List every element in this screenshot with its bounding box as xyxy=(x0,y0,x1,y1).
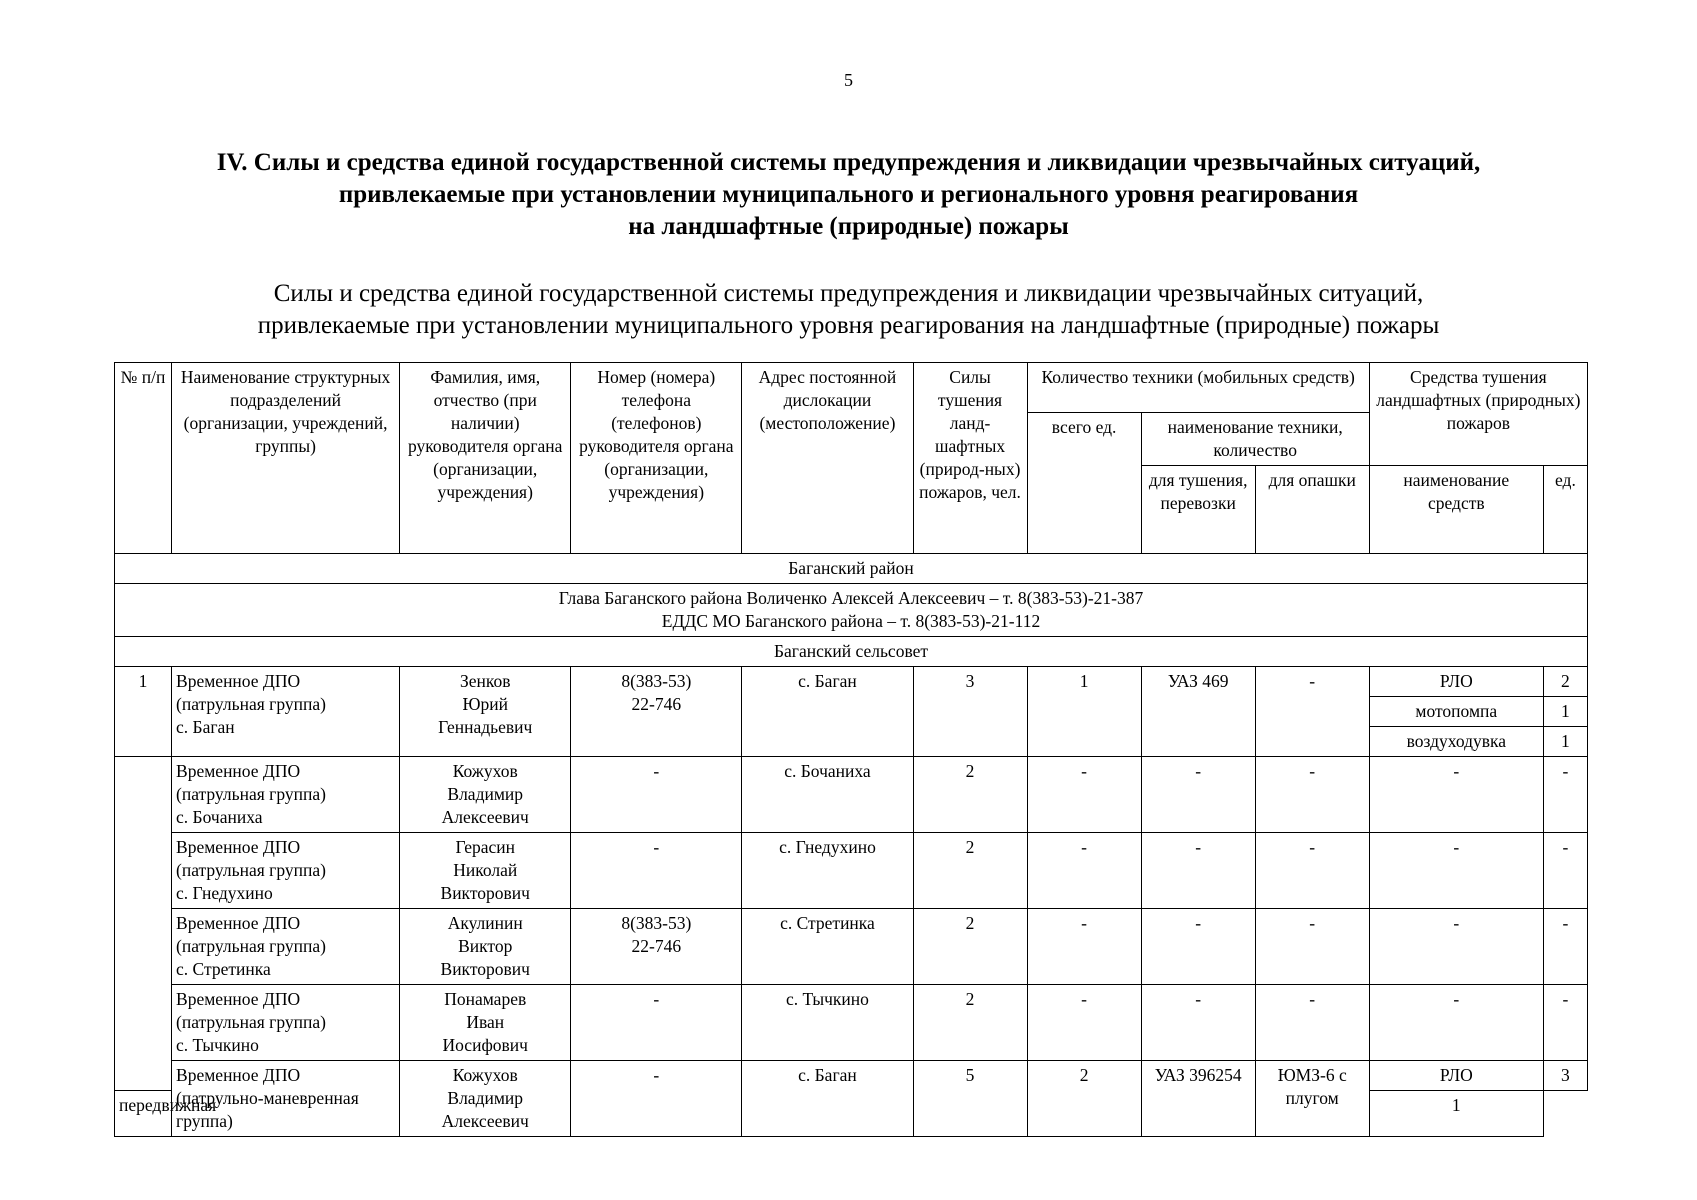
cell-means-qty: 3 xyxy=(1543,1061,1587,1091)
district-contacts xyxy=(115,584,1588,637)
cell-plowing: - xyxy=(1255,757,1369,833)
page-number: 5 xyxy=(844,70,853,90)
cell-extinguish: - xyxy=(1141,833,1255,909)
council-row: Баганский сельсовет xyxy=(115,637,1588,667)
cell-plowing: ЮМЗ-6 с плугом xyxy=(1255,1061,1369,1137)
cell-means-name: передвижная xyxy=(115,1091,172,1137)
cell-head: Кожухов Владимир Алексеевич xyxy=(400,757,571,833)
cell-total: - xyxy=(1027,909,1141,985)
section-title-line: на ландшафтные (природные) пожары xyxy=(628,213,1069,240)
cell-unit: Временное ДПО (патрульная группа) с. Гнедухино xyxy=(172,833,400,909)
cell-head: Кожухов Владимир Алексеевич xyxy=(400,1061,571,1137)
header-equipment: Количество техники (мобильных средств) xyxy=(1027,363,1369,413)
table-row xyxy=(115,909,1588,985)
section-title-line: IV. Силы и средства единой государственной системы предупреждения и ликвидации чрезвычайных ситуаций, xyxy=(216,149,1481,176)
subtitle-line: Силы и средства единой государственной системы предупреждения и ликвидации чрезвычайных ситуаций, xyxy=(273,280,1424,307)
cell-num: 1 xyxy=(115,667,172,757)
cell-head: Зенков Юрий Геннадьевич xyxy=(400,667,571,757)
cell-means-name: - xyxy=(1369,985,1543,1061)
contact-line: ЕДДС МО Баганского района – т. 8(383-53)-21-112 xyxy=(661,611,1041,631)
cell-num xyxy=(115,757,172,1091)
header-plowing: для опашки xyxy=(1255,466,1369,554)
cell-means-qty: 2 xyxy=(1543,667,1587,697)
cell-forces: 2 xyxy=(913,985,1027,1061)
header-total: всего ед. xyxy=(1027,413,1141,554)
table-row xyxy=(115,833,1588,909)
header-forces: Силы тушения ланд-шафтных (природ-ных) пожаров, чел. xyxy=(913,363,1027,554)
table-subtitle xyxy=(0,278,1697,342)
cell-address: с. Тычкино xyxy=(742,985,913,1061)
header-unit: Наименование структурных подразделений (организации, учреждений, группы) xyxy=(172,363,400,554)
cell-total: - xyxy=(1027,985,1141,1061)
cell-address: с. Баган xyxy=(742,1061,913,1137)
district-row: Баганский район xyxy=(115,554,1588,584)
cell-unit: Временное ДПО (патрульная группа) с. Тычкино xyxy=(172,985,400,1061)
table-row xyxy=(115,1061,1588,1091)
cell-means-qty: - xyxy=(1543,757,1587,833)
cell-plowing: - xyxy=(1255,667,1369,757)
header-num: № п/п xyxy=(115,363,172,554)
cell-forces: 2 xyxy=(913,757,1027,833)
subtitle-line: привлекаемые при установлении муниципального уровня реагирования на ландшафтные (природные) пожары xyxy=(257,312,1440,339)
cell-address: с. Баган xyxy=(742,667,913,757)
contact-line: Глава Баганского района Воличенко Алексей Алексеевич – т. 8(383-53)-21-387 xyxy=(558,588,1144,608)
cell-address: с. Гнедухино xyxy=(742,833,913,909)
cell-means-qty: 1 xyxy=(1369,1091,1543,1137)
header-units: ед. xyxy=(1543,466,1587,554)
cell-means-name: - xyxy=(1369,833,1543,909)
cell-means-qty: - xyxy=(1543,909,1587,985)
cell-means-name: - xyxy=(1369,757,1543,833)
cell-unit: Временное ДПО (патрульная группа) с. Баган xyxy=(172,667,400,757)
cell-plowing: - xyxy=(1255,985,1369,1061)
cell-means-qty: - xyxy=(1543,985,1587,1061)
header-phone: Номер (номера) телефона (телефонов) руководителя органа (организации, учреждения) xyxy=(571,363,742,554)
cell-phone: - xyxy=(571,757,742,833)
cell-means-name: - xyxy=(1369,909,1543,985)
table-row xyxy=(115,985,1588,1061)
cell-means-qty: 1 xyxy=(1543,727,1587,757)
cell-phone: - xyxy=(571,833,742,909)
cell-extinguish: - xyxy=(1141,985,1255,1061)
cell-extinguish: УАЗ 396254 xyxy=(1141,1061,1255,1137)
cell-total: - xyxy=(1027,757,1141,833)
cell-means-name: РЛО xyxy=(1369,667,1543,697)
cell-total: 2 xyxy=(1027,1061,1141,1137)
cell-means-name: воздуходувка xyxy=(1369,727,1543,757)
cell-head: Акулинин Виктор Викторович xyxy=(400,909,571,985)
cell-unit: Временное ДПО (патрульная группа) с. Бочаниха xyxy=(172,757,400,833)
cell-address: с. Бочаниха xyxy=(742,757,913,833)
cell-plowing: - xyxy=(1255,909,1369,985)
section-title xyxy=(0,147,1697,243)
cell-phone: - xyxy=(571,1061,742,1137)
header-means: Средства тушения ландшафтных (природных) пожаров xyxy=(1369,363,1587,466)
cell-address: с. Стретинка xyxy=(742,909,913,985)
cell-extinguish: - xyxy=(1141,909,1255,985)
header-equip-name: наименование техники, количество xyxy=(1141,413,1369,466)
cell-total: 1 xyxy=(1027,667,1141,757)
header-extinguish: для тушения, перевозки xyxy=(1141,466,1255,554)
cell-means-qty: 1 xyxy=(1543,697,1587,727)
header-means-name: наименование средств xyxy=(1369,466,1543,554)
cell-total: - xyxy=(1027,833,1141,909)
table-row xyxy=(115,757,1588,833)
cell-means-name: РЛО xyxy=(1369,1061,1543,1091)
cell-extinguish: - xyxy=(1141,757,1255,833)
table-row xyxy=(115,667,1588,697)
cell-forces: 5 xyxy=(913,1061,1027,1137)
cell-forces: 2 xyxy=(913,909,1027,985)
cell-means-qty: - xyxy=(1543,833,1587,909)
cell-means-name: мотопомпа xyxy=(1369,697,1543,727)
cell-forces: 3 xyxy=(913,667,1027,757)
cell-phone: 8(383-53) 22-746 xyxy=(571,909,742,985)
header-address: Адрес постоянной дислокации (местоположение) xyxy=(742,363,913,554)
cell-unit: Временное ДПО (патрульная группа) с. Стретинка xyxy=(172,909,400,985)
cell-plowing: - xyxy=(1255,833,1369,909)
section-title-line: привлекаемые при установлении муниципального и регионального уровня реагирования xyxy=(338,181,1359,208)
header-head: Фамилия, имя, отчество (при наличии) руководителя органа (организации, учреждения) xyxy=(400,363,571,554)
cell-extinguish: УАЗ 469 xyxy=(1141,667,1255,757)
cell-head: Герасин Николай Викторович xyxy=(400,833,571,909)
cell-forces: 2 xyxy=(913,833,1027,909)
cell-unit: Временное ДПО (патрульно-маневренная группа) xyxy=(172,1061,400,1137)
cell-phone: 8(383-53) 22-746 xyxy=(571,667,742,757)
forces-table xyxy=(114,362,1588,1137)
cell-head: Понамарев Иван Иосифович xyxy=(400,985,571,1061)
cell-phone: - xyxy=(571,985,742,1061)
